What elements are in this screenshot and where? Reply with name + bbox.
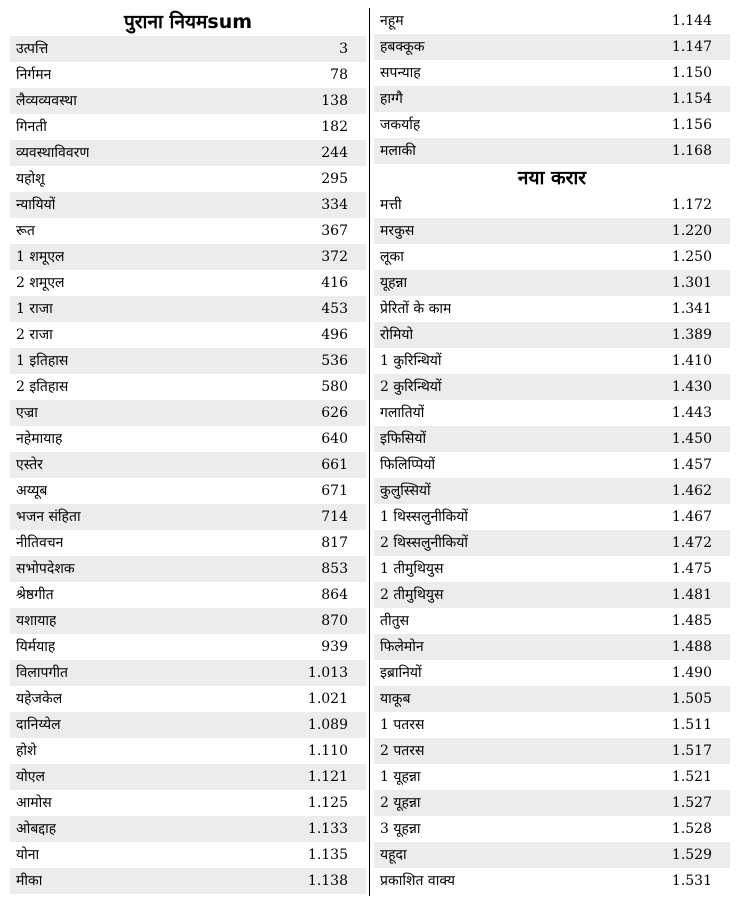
toc-row[interactable] [374, 608, 730, 634]
toc-row[interactable] [10, 452, 366, 478]
book-name: गिनती [16, 119, 47, 135]
book-name: लैव्यव्यवस्था [16, 93, 77, 109]
page-number: 1.133 [307, 821, 348, 837]
toc-row[interactable] [10, 660, 366, 686]
page-number: 1.154 [671, 91, 712, 107]
toc-row[interactable] [10, 166, 366, 192]
book-name: जकर्याह [380, 117, 421, 133]
page-number: 1.490 [671, 665, 712, 681]
page-number: 1.457 [671, 457, 712, 473]
toc-row[interactable] [374, 296, 730, 322]
page-number: 496 [321, 327, 348, 343]
book-name: 2 शमूएल [16, 275, 65, 291]
toc-row[interactable] [10, 348, 366, 374]
book-name: 1 तीमुथियुस [380, 561, 444, 577]
toc-row[interactable] [10, 62, 366, 88]
toc-row[interactable] [374, 816, 730, 842]
page-number: 1.531 [671, 873, 712, 889]
toc-row[interactable] [374, 322, 730, 348]
page-number: 1.220 [671, 223, 712, 239]
book-name: निर्गमन [16, 67, 52, 83]
book-name: 1 कुरिन्थियों [380, 353, 442, 369]
book-name: व्यवस्थाविवरण [16, 145, 90, 161]
page-number: 1.528 [671, 821, 712, 837]
page-number: 367 [321, 223, 348, 239]
toc-row[interactable] [374, 504, 730, 530]
toc-row[interactable] [374, 790, 730, 816]
toc-row[interactable] [374, 660, 730, 686]
page-number: 1.121 [307, 769, 348, 785]
page-number: 1.138 [307, 873, 348, 889]
new-testament-heading: नया करार [517, 167, 587, 189]
toc-row[interactable] [10, 192, 366, 218]
page-number: 334 [321, 197, 348, 213]
book-name: तीतुस [380, 613, 410, 629]
book-name: फिलिप्पियों [380, 457, 436, 473]
book-name: 1 पतरस [380, 717, 425, 733]
toc-row[interactable] [374, 478, 730, 504]
old-testament-heading: पुराना नियमsum [123, 11, 253, 33]
page-number: 1.517 [671, 743, 712, 759]
page-number: 1.430 [671, 379, 712, 395]
book-name: प्रेरितों के काम [380, 301, 452, 317]
page-number: 138 [321, 93, 348, 109]
book-name: मीका [16, 873, 43, 889]
book-name: याकूब [380, 691, 411, 707]
book-name: मत्ती [380, 197, 402, 213]
toc-row[interactable] [374, 8, 730, 34]
toc-row[interactable] [374, 868, 730, 894]
toc-row[interactable] [374, 582, 730, 608]
toc-row[interactable] [374, 270, 730, 296]
right-column [374, 8, 730, 894]
page-number: 817 [321, 535, 348, 551]
toc-row[interactable] [10, 478, 366, 504]
book-name: यहूदा [380, 847, 407, 863]
toc-row[interactable] [374, 112, 730, 138]
toc-row[interactable] [374, 686, 730, 712]
book-name: प्रकाशित वाक्य [380, 873, 455, 889]
book-name: यिर्मयाह [16, 639, 56, 655]
toc-row[interactable] [10, 738, 366, 764]
page-number: 1.089 [307, 717, 348, 733]
toc-row[interactable] [10, 296, 366, 322]
toc-row[interactable] [374, 374, 730, 400]
old-testament-continued-list [374, 8, 730, 164]
book-name: भजन संहिता [16, 509, 81, 525]
book-name: मलाकी [380, 143, 416, 159]
page-number: 671 [321, 483, 348, 499]
book-name: होशे [16, 743, 37, 759]
toc-row[interactable] [10, 322, 366, 348]
page-number: 853 [321, 561, 348, 577]
toc-row[interactable] [374, 86, 730, 112]
toc-row[interactable] [374, 764, 730, 790]
left-column [10, 8, 366, 894]
page-number: 1.481 [671, 587, 712, 603]
book-name: गलातियों [380, 405, 425, 421]
toc-row[interactable] [10, 712, 366, 738]
toc-row[interactable] [10, 530, 366, 556]
book-name: यूहन्ना [380, 275, 408, 291]
book-name: एज्रा [16, 405, 38, 421]
book-name: यशायाह [16, 613, 57, 629]
book-name: विलापगीत [16, 665, 68, 681]
book-name: सभोपदेशक [16, 561, 75, 577]
book-name: यहेजकेल [16, 691, 63, 707]
page-number: 1.144 [671, 13, 712, 29]
book-name: रूत [16, 223, 35, 239]
page-number: 1.125 [307, 795, 348, 811]
page-number: 416 [321, 275, 348, 291]
page-number: 1.529 [671, 847, 712, 863]
book-name: सपन्याह [380, 65, 421, 81]
book-name: योना [16, 847, 40, 863]
page-number: 661 [321, 457, 348, 473]
page-number: 1.443 [671, 405, 712, 421]
toc-row[interactable] [10, 842, 366, 868]
book-name: मरकुस [380, 223, 415, 239]
toc-row[interactable] [10, 36, 366, 62]
page-number: 295 [321, 171, 348, 187]
toc-row[interactable] [10, 114, 366, 140]
new-testament-list [374, 192, 730, 894]
page-number: 1.250 [671, 249, 712, 265]
page-number: 244 [321, 145, 348, 161]
book-name: श्रेष्ठगीत [16, 587, 54, 603]
toc-row[interactable] [10, 244, 366, 270]
book-name: फिलेमोन [380, 639, 424, 655]
book-name: लूका [380, 249, 404, 265]
toc-row[interactable] [10, 816, 366, 842]
book-name: एस्तेर [16, 457, 43, 473]
toc-row[interactable] [374, 244, 730, 270]
book-name: नीतिवचन [16, 535, 64, 551]
toc-row[interactable] [10, 608, 366, 634]
book-name: 1 राजा [16, 301, 53, 317]
page-number: 1.410 [671, 353, 712, 369]
book-name: आमोस [16, 795, 52, 811]
toc-row[interactable] [374, 400, 730, 426]
page-number: 864 [321, 587, 348, 603]
toc-row[interactable] [10, 140, 366, 166]
page-number: 536 [321, 353, 348, 369]
toc-row[interactable] [10, 686, 366, 712]
page-number: 1.485 [671, 613, 712, 629]
book-name: नहेमायाह [16, 431, 63, 447]
book-name: 2 यूहन्ना [380, 795, 421, 811]
page-number: 1.156 [671, 117, 712, 133]
page-number: 1.450 [671, 431, 712, 447]
page-number: 453 [321, 301, 348, 317]
page-number: 870 [321, 613, 348, 629]
page-number: 1.147 [671, 39, 712, 55]
toc-row[interactable] [10, 270, 366, 296]
page-number: 939 [321, 639, 348, 655]
book-name: नहूम [380, 13, 404, 29]
toc-row[interactable] [374, 530, 730, 556]
toc-row[interactable] [374, 738, 730, 764]
page-number: 1.505 [671, 691, 712, 707]
toc-row[interactable] [10, 218, 366, 244]
book-name: हाग्गै [380, 91, 403, 107]
page-number: 1.021 [307, 691, 348, 707]
book-name: न्यायियों [16, 197, 56, 213]
page-number: 1.475 [671, 561, 712, 577]
toc-row[interactable] [10, 426, 366, 452]
toc-row[interactable] [374, 452, 730, 478]
book-name: 3 यूहन्ना [380, 821, 421, 837]
book-name: 1 इतिहास [16, 353, 69, 369]
book-name: इफिसियों [380, 431, 427, 447]
book-name: 1 थिस्सलुनीकियों [380, 509, 468, 525]
toc-row[interactable] [10, 88, 366, 114]
page-number: 3 [339, 41, 348, 57]
toc-row[interactable] [10, 634, 366, 660]
page-number: 1.467 [671, 509, 712, 525]
toc-row[interactable] [374, 556, 730, 582]
toc-row[interactable] [374, 712, 730, 738]
book-name: कुलुस्सियों [380, 483, 431, 499]
toc-row[interactable] [10, 868, 366, 894]
book-name: 2 तीमुथियुस [380, 587, 444, 603]
page-number: 1.488 [671, 639, 712, 655]
page-number: 626 [321, 405, 348, 421]
book-name: हबक्कूक [380, 39, 425, 55]
toc-row[interactable] [10, 582, 366, 608]
toc-row[interactable] [10, 764, 366, 790]
page-number: 1.172 [671, 197, 712, 213]
page-number: 714 [321, 509, 348, 525]
book-name: अय्यूब [16, 483, 48, 499]
page-number: 1.341 [671, 301, 712, 317]
toc-row[interactable] [374, 138, 730, 164]
column-divider [369, 8, 370, 896]
toc-row[interactable] [10, 556, 366, 582]
book-name: 2 पतरस [380, 743, 425, 759]
book-name: 2 राजा [16, 327, 53, 343]
page-number: 1.389 [671, 327, 712, 343]
toc-row[interactable] [10, 400, 366, 426]
page-number: 1.110 [307, 743, 348, 759]
book-name: उत्पत्ति [16, 41, 49, 57]
page-number: 640 [321, 431, 348, 447]
toc-row[interactable] [374, 842, 730, 868]
book-name: 1 शमूएल [16, 249, 65, 265]
page-number: 1.462 [671, 483, 712, 499]
book-name: यहोशू [16, 171, 45, 187]
page-number: 372 [321, 249, 348, 265]
toc-row[interactable] [374, 192, 730, 218]
book-name: 2 इतिहास [16, 379, 69, 395]
toc-row[interactable] [374, 34, 730, 60]
book-name: 1 यूहन्ना [380, 769, 421, 785]
page-number: 1.527 [671, 795, 712, 811]
page-number: 1.168 [671, 143, 712, 159]
page-number: 1.521 [671, 769, 712, 785]
toc-row[interactable] [374, 426, 730, 452]
book-name: दानिय्येल [16, 717, 61, 733]
book-name: 2 कुरिन्थियों [380, 379, 442, 395]
toc-row[interactable] [374, 60, 730, 86]
toc-row[interactable] [374, 218, 730, 244]
book-name: ओबद्दाह [16, 821, 57, 837]
toc-row[interactable] [374, 634, 730, 660]
book-name: रोमियो [380, 327, 414, 343]
page-number: 78 [330, 67, 348, 83]
page-number: 1.472 [671, 535, 712, 551]
toc-row[interactable] [10, 374, 366, 400]
page-number: 580 [321, 379, 348, 395]
book-name: योएल [16, 769, 45, 785]
toc-row[interactable] [10, 790, 366, 816]
page-number: 182 [321, 119, 348, 135]
page-number: 1.135 [307, 847, 348, 863]
page-number: 1.511 [671, 717, 712, 733]
toc-row[interactable] [10, 504, 366, 530]
page-number: 1.150 [671, 65, 712, 81]
book-name: इब्रानियों [380, 665, 422, 681]
toc-row[interactable] [374, 348, 730, 374]
page-number: 1.013 [307, 665, 348, 681]
book-name: 2 थिस्सलुनीकियों [380, 535, 468, 551]
page-number: 1.301 [671, 275, 712, 291]
old-testament-list [10, 36, 366, 894]
